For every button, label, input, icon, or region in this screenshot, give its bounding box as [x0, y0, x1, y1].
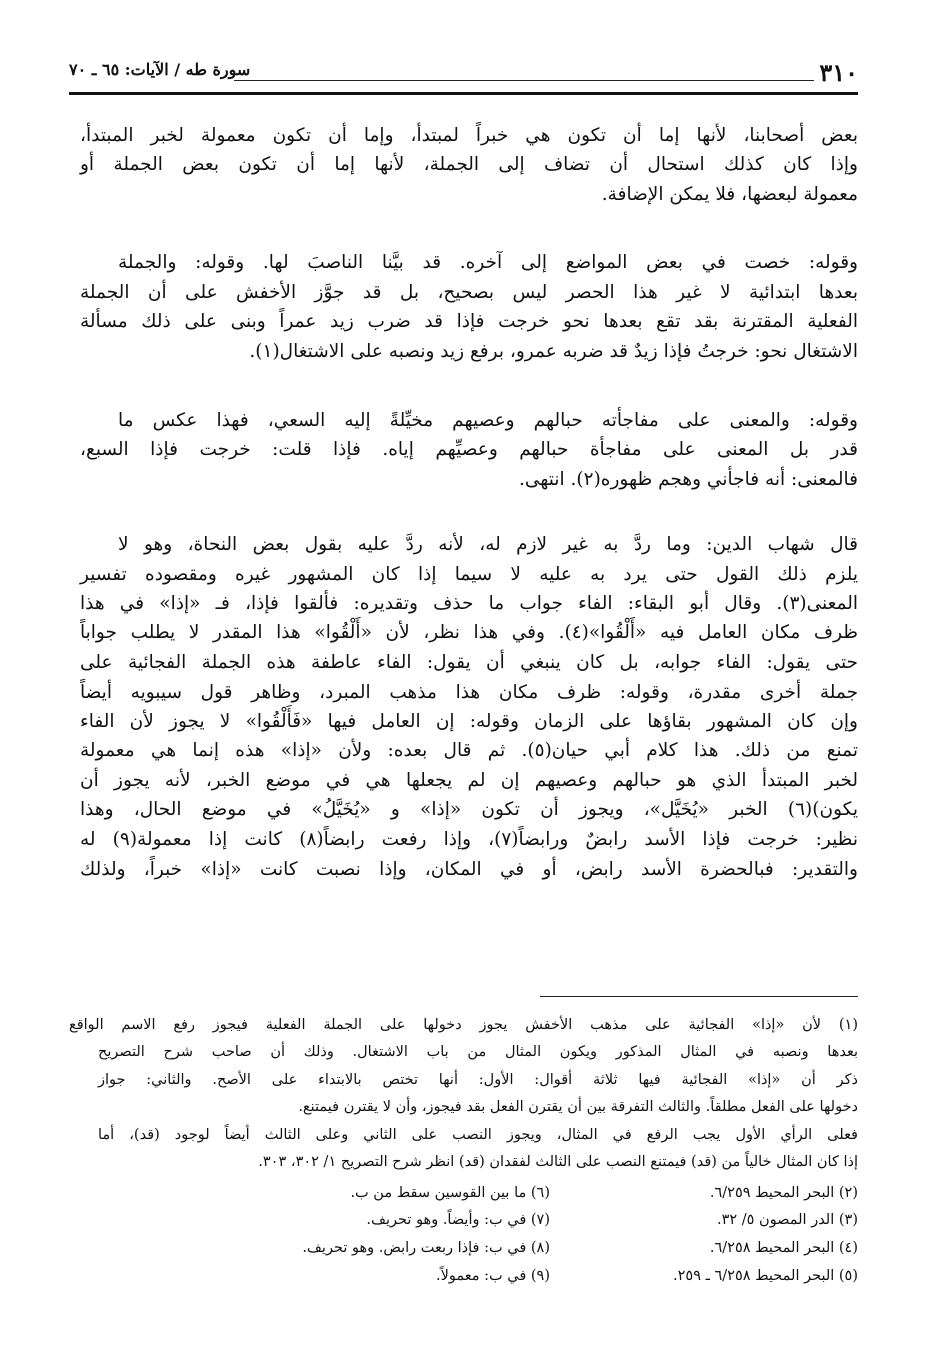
page-number: ٣١٠	[819, 58, 858, 87]
surah-title: سورة طه / الآيات: ٦٥ ـ ٧٠	[69, 60, 251, 79]
footnote-item: (٣) الدر المصون ٥/ ٣٢.	[716, 1212, 858, 1228]
footnote-1-line: إذا كان المثال خالياً من (قد) فيمتنع النصب على الثالث لفقدان (قد) انظر شرح التصريح ١/ ٣٠٢، ٣٠٣.	[258, 1154, 858, 1170]
paragraph-1-line: معمولة لبعضها، فلا يمكن الإضافة.	[601, 184, 858, 205]
paragraph-4-line: حتى يقول: الفاء جوابه، بل كان ينبغي أن يقول: الفاء عاطفة هذه الجملة الفجائية على	[80, 652, 858, 673]
footnote-item: (٥) البحر المحيط ٦/٢٥٨ ـ ٢٥٩.	[673, 1268, 858, 1284]
paragraph-2-line: الاشتغال نحو: خرجتُ فإذا زيدٌ قد ضربه عمرو، برفع زيد ونصبه على الاشتغال(١).	[249, 341, 858, 362]
header-divider	[234, 80, 814, 81]
footnote-1-line: دخولها على الفعل مطلقاً. والثالث التفرقة بين أن يقترن الفعل بقد فيجوز، وأن لا يقترن فيمتنع.	[298, 1099, 858, 1115]
paragraph-4-line: تمنع من ذلك. هذا كلام أبي حيان(٥). ثم قال بعده: ولأن «إذا» هذه إنما هي معمولة	[80, 740, 858, 761]
paragraph-3-line: وقوله: والمعنى على مفاجأته حبالهم وعصيهم مخيِّلةً إليه السعي، فهذا عكس ما	[118, 410, 858, 431]
paragraph-4-line: ظرف مكان العامل فيه «أَلْقُوا»(٤). وفي هذا نظر، لأن «أَلْقُوا» هذا المقدر لا يطلب جواباً	[80, 622, 858, 643]
paragraph-2-line: بعدها ابتدائية لا غير هذا الحصر ليس بصحيح، بل قد جوَّز الأخفش على أن الجملة	[80, 282, 858, 303]
footnote-item: (٢) البحر المحيط ٦/٢٥٩.	[709, 1185, 858, 1201]
paragraph-2-line: وقوله: خصت في بعض المواضع إلى آخره. قد بيَّنا الناصبَ لها. وقوله: والجملة	[118, 252, 858, 273]
paragraph-4-line: نظير: خرجت فإذا الأسد رابضٌ ورابضاً(٧)، وإذا رفعت رابضاً(٨) كانت إذا معمولة(٩) له	[80, 829, 859, 850]
paragraph-4-line: جملة أخرى مقدرة، وقوله: ظرف مكان هذا مذهب المبرد، وظاهر قول سيبويه أيضاً	[80, 682, 858, 703]
footnote-1-line: فعلى الرأي الأول يجب الرفع في المثال، ويجوز النصب على الثاني وعلى الثالث أيضاً لوجود (قد)، أما	[98, 1127, 858, 1143]
paragraph-4-line: لخبر المبتدأ الذي هو حبالهم وعصيهم إن لم يجعلها هي في موضع الخبر، لأنه يجوز أن	[80, 770, 858, 791]
footnote-1-line: بعدها ونصبه في المثال المذكور ويكون المثال من باب الاشتغال. وذلك أن صاحب شرح التصريح	[98, 1044, 858, 1060]
paragraph-2-line: الفعلية المقترنة بقد تقع بعدها نحو خرجت فإذا قد ضرب زيد عمراً وبنى على ذلك مسألة	[80, 311, 858, 332]
footnote-1-line: ذكر أن «إذا» الفجائية فيها ثلاثة أقوال: الأول: أنها تختص بالابتداء على الأصح. والثاني: جواز	[98, 1072, 858, 1088]
footnote-item: (٨) في ب: فإذا ربعت رابض. وهو تحريف.	[302, 1240, 550, 1256]
footnote-item: (٩) في ب: معمولاً.	[435, 1268, 550, 1284]
running-header	[69, 58, 858, 88]
paragraph-1-line: وإذا كان كذلك استحال أن تضاف إلى الجملة، لأنها إما أن تكون بعض الجملة أو	[80, 154, 858, 175]
footnote-1-line: (١) لأن «إذا» الفجائية على مذهب الأخفش يجوز دخولها على الجملة الفعلية فيجوز رفع الاسم الواقع	[69, 1017, 858, 1033]
paragraph-1-line: بعض أصحابنا، لأنها إما أن تكون هي خبراً لمبتدأ، وإما أن تكون معمولة لخبر المبتدأ،	[80, 125, 858, 146]
paragraph-4-line: يلزم ذلك القول حتى يرد به عليه لا سيما إذا كان المشهور غيره ومقصوده تفسير	[80, 564, 858, 585]
footnote-item: (٤) البحر المحيط ٦/٢٥٨.	[709, 1240, 858, 1256]
paragraph-4-line: المعنى(٣). وقال أبو البقاء: الفاء جواب ما حذف وتقديره: فألقوا فإذا، فـ «إذا» في هذا	[80, 593, 858, 614]
paragraph-4-line: والتقدير: فبالحضرة الأسد رابض، أو في المكان، وإذا نصبت كانت «إذا» خبراً، ولذلك	[80, 859, 858, 880]
paragraph-4-line: وإن كان المشهور بقاؤها على الزمان وقوله: إن العامل فيها «فَأَلْقُوا» لا يجوز لأن الفاء	[80, 711, 858, 732]
paragraph-3-line: فالمعنى: أنه فاجأني وهجم ظهوره(٢). انتهى.	[518, 469, 858, 490]
paragraph-4-line: قال شهاب الدين: وما ردَّ به غير لازم له، لأنه ردَّ عليه بقول بعض النحاة، وهو لا	[118, 534, 858, 555]
paragraph-3-line: قدر بل المعنى على مفاجأة حبالهم وعصيِّهم إياه. فإذا قلت: خرجت فإذا السبع،	[80, 439, 858, 460]
paragraph-4-line: يكون)(٦) الخبر «يُخَيَّل»، ويجوز أن تكون «إذا» و «يُخَيَّلُ» في موضع الحال، وهذا	[80, 799, 858, 820]
header-rule	[69, 92, 858, 95]
footnote-item: (٧) في ب: وأيضاً. وهو تحريف.	[366, 1212, 550, 1228]
footnote-item: (٦) ما بين القوسين سقط من ب.	[350, 1185, 550, 1201]
footnote-separator	[540, 996, 858, 997]
